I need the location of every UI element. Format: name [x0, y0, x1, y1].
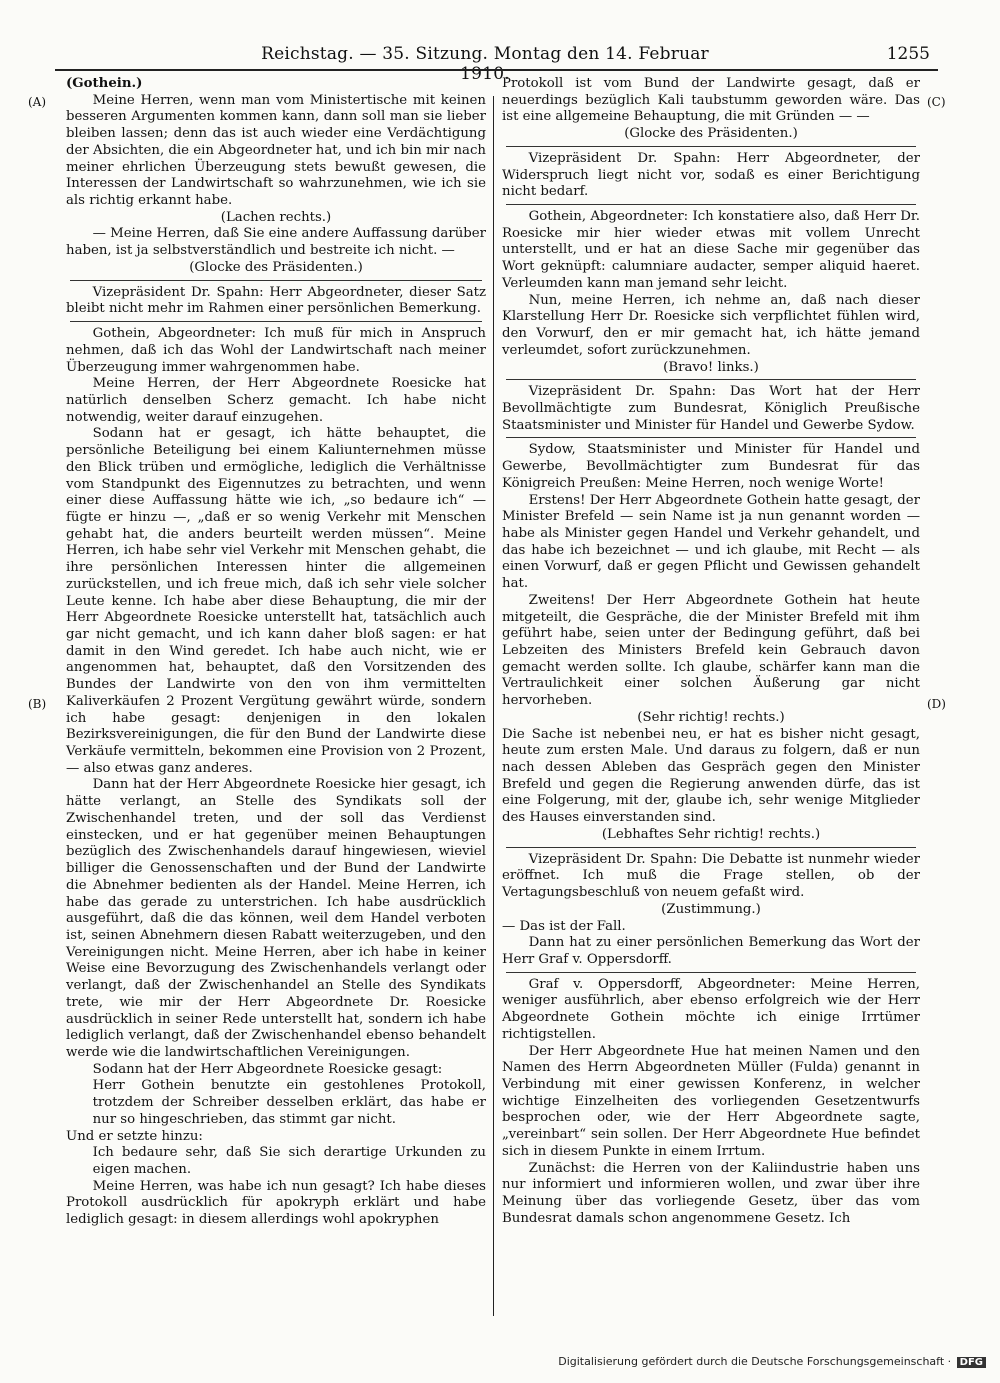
quotation: Herr Gothein benutzte ein gestohlenes Protokoll, trotzdem der Schreiber desselben erklärt, das habe er nur so hingeschrieben, das stimmt gar nicht. [92, 1078, 486, 1127]
paragraph: Vizepräsident Dr. Spahn: Die Debatte ist nunmehr wieder eröffnet. Ich muß die Frage stellen, ob der Vertagungsbeschluß von neuem gefaßt wird. [502, 851, 920, 901]
speaker-separator [506, 379, 916, 380]
margin-mark-d: (D) [927, 697, 946, 711]
paragraph: Vizepräsident Dr. Spahn: Herr Abgeordneter, dieser Satz bleibt nicht mehr im Rahmen einer persönlichen Bemerkung. [66, 284, 486, 317]
speaker-separator [506, 972, 916, 973]
speaker-separator [506, 437, 916, 438]
paragraph: Nun, meine Herren, ich nehme an, daß nach dieser Klarstellung Herr Dr. Roesicke sich verpflichtet fühlen wird, den Vorwurf, den er mir gemacht hat, ich hätte jemand verleumdet, sofort zurückzunehmen. [502, 292, 920, 358]
stage-note: (Lachen rechts.) [220, 209, 332, 225]
paragraph: Graf v. Oppersdorff, Abgeordneter: Meine Herren, weniger ausführlich, aber ebenso erfolgreich wie der Herr Abgeordnete Gothein möchte ich einige Irrtümer richtigstellen. [502, 976, 920, 1042]
section-speaker-heading: (Gothein.) [66, 76, 143, 91]
dfg-logo: DFG [957, 1357, 986, 1368]
paragraph: Zweitens! Der Herr Abgeordnete Gothein hat heute mitgeteilt, die Gespräche, die der Minister Brefeld mit ihm geführt habe, seien unter der Bedingung geführt, daß bei Lebzeiten des Ministers Brefeld kein Gebrauch davon gemacht werden sollte. Ich glaube, schärfer kann man die Vertraulichkeit einer solchen Äußerung gar nicht hervorheben. [502, 592, 920, 709]
margin-mark-a: (A) [28, 95, 47, 109]
paragraph: Und er setzte hinzu: [66, 1128, 203, 1144]
paragraph: Meine Herren, der Herr Abgeordnete Roesicke hat natürlich denselben Scherz gemacht. Ich habe nicht notwendig, weiter darauf einzugehen. [66, 376, 486, 425]
speaker-separator [506, 204, 916, 205]
speaker-separator [70, 280, 482, 281]
column-divider [493, 96, 494, 1316]
paragraph: Vizepräsident Dr. Spahn: Herr Abgeordneter, der Widerspruch liegt nicht vor, sodaß es einer Berichtigung nicht bedarf. [502, 150, 920, 200]
paragraph: Sodann hat der Herr Abgeordnete Roesicke gesagt: [92, 1061, 443, 1077]
footer-credit [558, 1355, 986, 1368]
left-column [66, 76, 486, 1229]
right-column [502, 76, 920, 1227]
paragraph: Vizepräsident Dr. Spahn: Das Wort hat der Herr Bevollmächtigte zum Bundesrat, Königlich Preußische Staatsminister und Minister für Handel und Gewerbe Sydow. [502, 384, 920, 433]
paragraph: Erstens! Der Herr Abgeordnete Gothein hatte gesagt, der Minister Brefeld — sein Name ist ja nun genannt worden — habe als Minister gegen Handel und Verkehr gehandelt, und das habe ich bezeichnet — und ich glaube, mit Recht — als einen Vorwurf, daß er gegen Pflicht und Gewissen gehandelt hat. [502, 492, 920, 592]
speaker-separator [70, 321, 482, 322]
paragraph: Sydow, Staatsminister und Minister für Handel und Gewerbe, Bevollmächtigter zum Bundesrat für das Königreich Preußen: Meine Herren, noch wenige Worte! [502, 442, 920, 491]
paragraph: Dann hat zu einer persönlichen Bemerkung das Wort der Herr Graf v. Oppersdorff. [502, 935, 920, 967]
stage-note: (Bravo! links.) [663, 359, 759, 375]
paragraph: Zunächst: die Herren von der Kaliindustrie haben uns nur informiert und informieren wollen, und zwar über ihre Meinung über das vorliegende Gesetz, über das vom Bundesrat damals schon angenommene Gesetz. Ich [502, 1160, 920, 1226]
paragraph: Die Sache ist nebenbei neu, er hat es bisher nicht gesagt, heute zum ersten Male. Und daraus zu folgern, daß er nun nach dessen Ableben das Gespräch gegen den Minister Brefeld und gegen die Regierung anwenden dürfe, das ist eine Folgerung, mit der, glaube ich, sehr wenige Mitglieder des Hauses einverstanden sind. [502, 726, 920, 826]
paragraph: Protokoll ist vom Bund der Landwirte gesagt, daß er neuerdings bezüglich Kali taubstumm geworden wäre. Das ist eine allgemeine Behauptung, die mit Gründen — — [502, 76, 920, 125]
paragraph: Sodann hat er gesagt, ich hätte behauptet, die persönliche Beteiligung bei einem Kaliunternehmen müsse den Blick trüben und ermögliche, lediglich die Verhältnisse vom Standpunkt des Eigennutzes zu betrachten, und wenn einer diese Auffassung hätte wie ich, „so bedaure ich“ — fügte er hinzu —, „daß er so wenig Verkehr mit Menschen gehabt hat, die anders beurteilt werden müssen“. Meine Herren, ich habe sehr viel Verkehr mit Menschen gehabt, die ihre persönlichen Interessen hinter die allgemeinen zurückstellen, und ich freue mich, daß ich sehr viele solcher Leute kenne. Ich habe aber diese Behauptung, die mir der Herr Abgeordnete Roesicke unterstellt hat, tatsächlich auch gar nicht gemacht, und ich kann daher bloß sagen: er hat damit in den Wind geredet. Ich habe auch nicht, wie er angenommen hat, behauptet, daß den Vorsitzenden des Bundes der Landwirte von den von ihm vermittelten Kaliverkäufen 2 Prozent Vergütung gewährt würde, sondern ich habe gesagt: denjenigen in den lokalen Bezirksvereinigungen, die für den Bund der Landwirte diese Verkäufe vermitteln, bekommen eine Provision von 2 Prozent, — also etwas ganz anderes. [66, 426, 486, 776]
page-number: 1255 [886, 44, 930, 64]
speaker-separator [506, 146, 916, 147]
speaker-separator [506, 847, 916, 848]
quotation: Ich bedaure sehr, daß Sie sich derartige Urkunden zu eigen machen. [92, 1145, 486, 1177]
paragraph: Meine Herren, wenn man vom Ministertische mit keinen besseren Argumenten kommen kann, dann soll man sie lieber bleiben lassen; denn das ist auch wieder eine Verdächtigung der Absichten, die ein Abgeordneter hat, und ich bin mir nach meiner ehrlichen Überzeugung stets bewußt gewesen, die Interessen der Landwirtschaft so wahrzunehmen, wie ich sie als richtig erkannt habe. [66, 92, 486, 209]
footer-credit-text: Digitalisierung gefördert durch die Deutsche Forschungsgemeinschaft · [558, 1355, 952, 1368]
stage-note: (Glocke des Präsidenten.) [189, 259, 363, 275]
stage-note: (Zustimmung.) [661, 901, 761, 917]
margin-mark-c: (C) [927, 95, 946, 109]
paragraph: — Das ist der Fall. [502, 918, 626, 934]
stage-note: (Glocke des Präsidenten.) [624, 126, 798, 142]
margin-mark-b: (B) [28, 697, 47, 711]
paragraph: Der Herr Abgeordnete Hue hat meinen Namen und den Namen des Herrn Abgeordneten Müller (Fulda) genannt in Verbindung mit einer gewissen Konferenz, in welcher wichtige Einzelheiten des vorliegenden Gesetzentwurfs besprochen oder, wie der Herr Abgeordnete sagte, „vereinbart“ sein sollen. Der Herr Abgeordnete Hue befindet sich in diesem Punkte in einem Irrtum. [502, 1043, 920, 1159]
stage-note: (Lebhaftes Sehr richtig! rechts.) [601, 826, 821, 842]
paragraph: — Meine Herren, daß Sie eine andere Auffassung darüber haben, ist ja selbstverständlich und bestreite ich nicht. — [66, 226, 486, 259]
stage-note: (Sehr richtig! rechts.) [637, 709, 785, 725]
paragraph: Dann hat der Herr Abgeordnete Roesicke hier gesagt, ich hätte verlangt, an Stelle des Syndikats soll der Zwischenhandel treten, und der soll das Verdienst einstecken, und er hat gegenüber meinen Behauptungen bezüglich des Zwischenhandels darauf hingewiesen, wieviel billiger die Genossenschaften und der Bund der Landwirte die Abnehmer bedienten als der Handel. Meine Herren, ich habe das gerade zu unterstrichen. Ich habe ausdrücklich ausgeführt, daß die das können, weil dem Handel verboten ist, seinen Abnehmern diesen Rabatt weiterzugeben, und den Vereinigungen nicht. Meine Herren, aber ich habe in keiner Weise eine Bevorzugung des Zwischenhandels verlangt oder verlangt, daß der Zwischenhandel an Stelle des Syndikats trete, wie mir der Herr Abgeordnete Dr. Roesicke ausdrücklich in seiner Rede unterstellt hat, sondern ich habe lediglich verlangt, daß der Zwischenhandel ebenso behandelt werde wie die landwirtschaftlichen Vereinigungen. [66, 777, 486, 1060]
header-rule [55, 69, 938, 71]
paragraph: Meine Herren, was habe ich nun gesagt? Ich habe dieses Protokoll ausdrücklich für apokryph erklärt und habe lediglich gesagt: in diesem allerdings wohl apokryphen [66, 1178, 486, 1228]
paragraph: Gothein, Abgeordneter: Ich muß für mich in Anspruch nehmen, daß ich das Wohl der Landwirtschaft nach meiner Überzeugung immer wahrgenommen habe. [66, 326, 486, 375]
paragraph: Gothein, Abgeordneter: Ich konstatiere also, daß Herr Dr. Roesicke mir hier wieder etwas mit vollem Unrecht unterstellt, und er hat an diese Sache mir gegenüber das Wort geknüpft: calumniare audacter, semper aliquid haeret. Verleumden kann man jemand sehr leicht. [502, 209, 920, 291]
running-title: Reichstag. — 35. Sitzung. Montag den 14. Februar 1910. [261, 44, 709, 84]
